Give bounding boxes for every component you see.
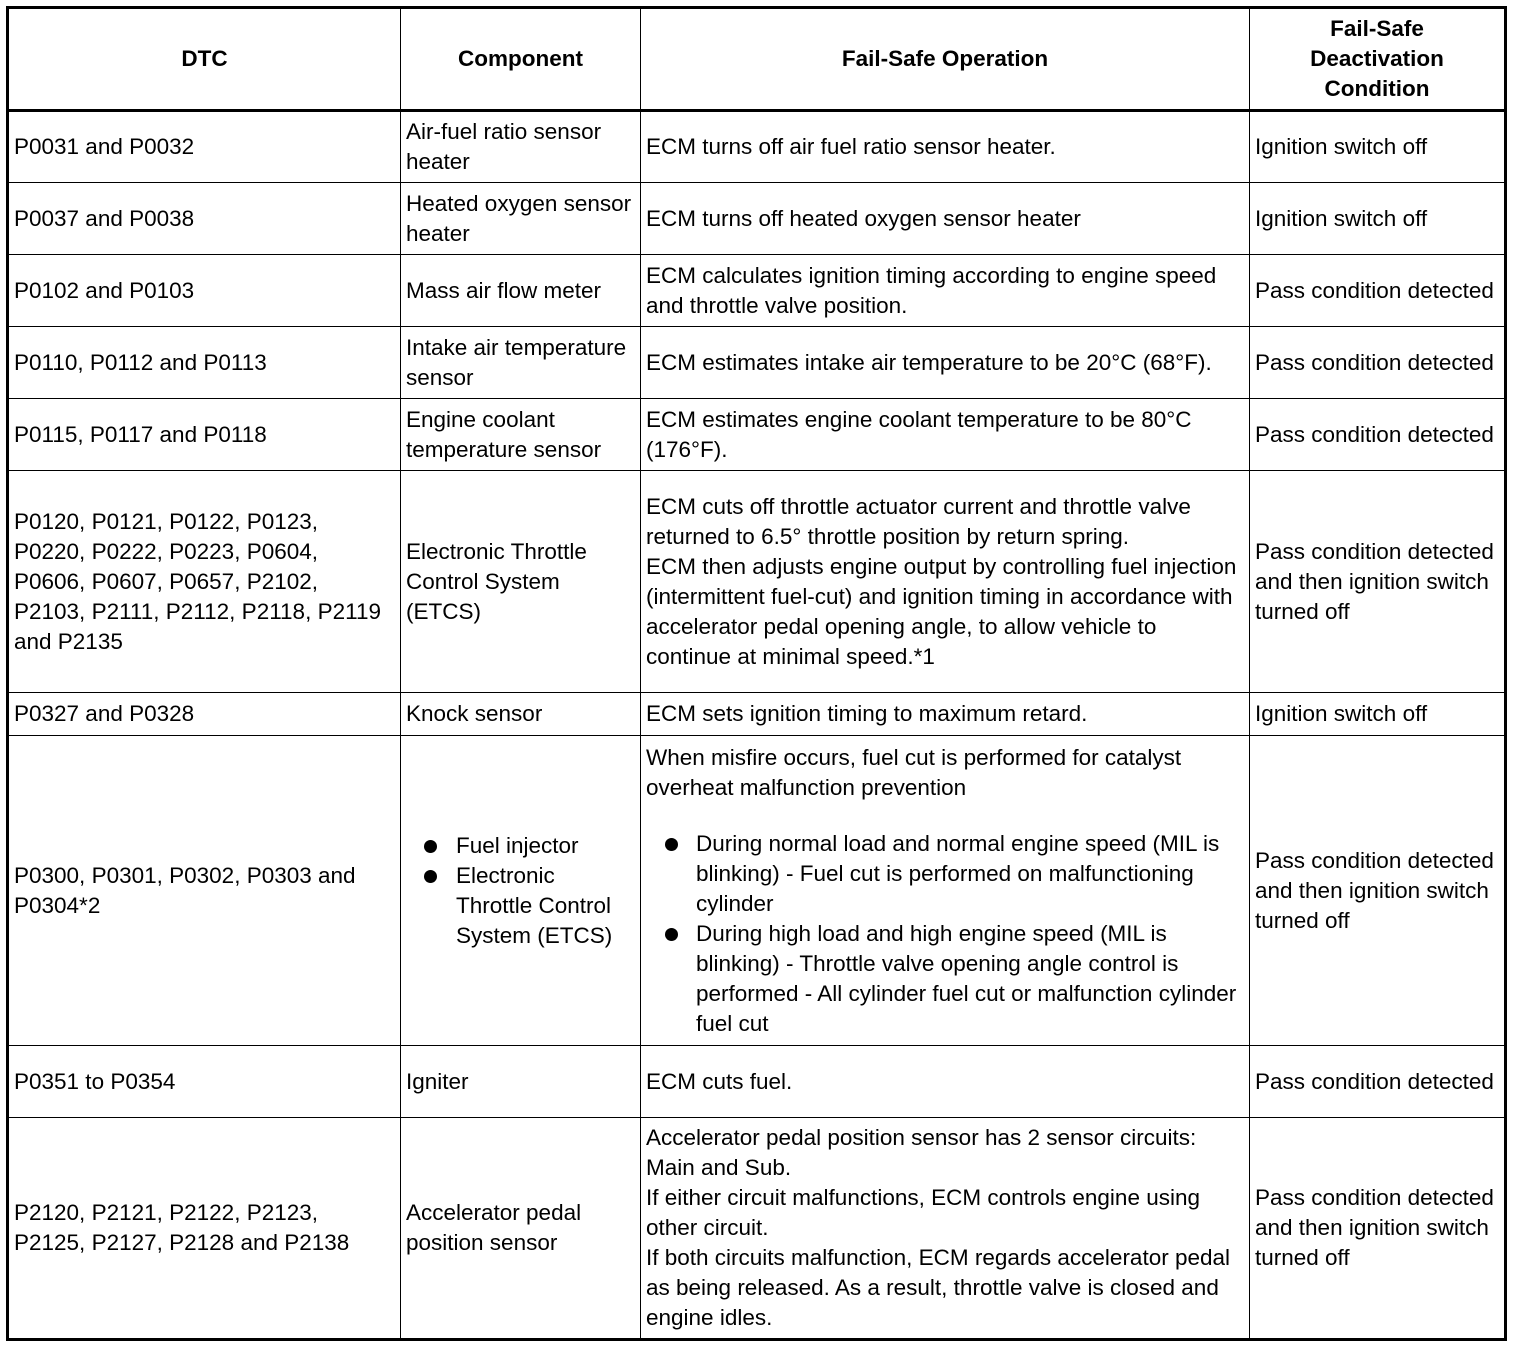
deactivation-cell: Pass condition detected <box>1250 255 1506 327</box>
operation-list-item <box>646 829 1244 919</box>
bullet-icon <box>424 840 437 853</box>
component-cell: Engine coolant temperature sensor <box>401 399 641 471</box>
paragraph-gap <box>646 803 1244 829</box>
dtc-cell: P0037 and P0038 <box>8 183 401 255</box>
table-row <box>8 736 1506 1046</box>
dtc-cell: P0102 and P0103 <box>8 255 401 327</box>
dtc-cell: P0120, P0121, P0122, P0123, P0220, P0222, P0223, P0604, P0606, P0607, P0657, P2102, P2103, P2111, P2112, P2118, P2119 and P2135 <box>8 471 401 693</box>
operation-cell: ECM turns off air fuel ratio sensor heater. <box>641 111 1250 183</box>
deactivation-cell: Pass condition detected <box>1250 399 1506 471</box>
dtc-cell: P0031 and P0032 <box>8 111 401 183</box>
operation-cell <box>641 471 1250 693</box>
header-component: Component <box>401 8 641 111</box>
component-cell: Electronic Throttle Control System (ETCS) <box>401 471 641 693</box>
header-dtc: DTC <box>8 8 401 111</box>
dtc-cell: P0300, P0301, P0302, P0303 and P0304*2 <box>8 736 401 1046</box>
component-cell: Igniter <box>401 1046 641 1118</box>
deactivation-cell: Pass condition detected and then ignition switch turned off <box>1250 1118 1506 1340</box>
component-cell <box>401 736 641 1046</box>
operation-paragraph: If both circuits malfunction, ECM regards accelerator pedal as being released. As a result, throttle valve is closed and engine idles. <box>646 1245 1231 1330</box>
deactivation-cell: Pass condition detected <box>1250 327 1506 399</box>
operation-cell: ECM calculates ignition timing according to engine speed and throttle valve position. <box>641 255 1250 327</box>
table-row <box>8 111 1506 183</box>
table-row <box>8 183 1506 255</box>
component-cell: Mass air flow meter <box>401 255 641 327</box>
operation-paragraph: ECM cuts off throttle actuator current and throttle valve returned to 6.5° throttle position by return spring. <box>646 493 1191 549</box>
operation-intro: When misfire occurs, fuel cut is performed for catalyst overheat malfunction prevention <box>646 744 1182 800</box>
operation-list-item-text: During normal load and normal engine speed (MIL is blinking) - Fuel cut is performed on malfunctioning cylinder <box>696 830 1220 916</box>
bullet-icon <box>665 928 678 941</box>
deactivation-cell: Ignition switch off <box>1250 693 1506 736</box>
table-row <box>8 693 1506 736</box>
component-cell: Heated oxygen sensor heater <box>401 183 641 255</box>
component-cell: Knock sensor <box>401 693 641 736</box>
operation-cell: ECM cuts fuel. <box>641 1046 1250 1118</box>
deactivation-cell: Pass condition detected and then ignition switch turned off <box>1250 736 1506 1046</box>
operation-list-item-text: During high load and high engine speed (MIL is blinking) - Throttle valve opening angle control is performed - All cylinder fuel cut or malfunction cylinder fuel cut <box>696 920 1237 1036</box>
operation-cell <box>641 736 1250 1046</box>
table-row <box>8 255 1506 327</box>
dtc-cell: P0351 to P0354 <box>8 1046 401 1118</box>
table-row <box>8 399 1506 471</box>
table-row <box>8 471 1506 693</box>
dtc-cell: P0327 and P0328 <box>8 693 401 736</box>
bullet-icon <box>424 870 437 883</box>
operation-paragraph: ECM then adjusts engine output by controlling fuel injection (intermittent fuel-cut) and ignition timing in accordance with accelerator pedal opening angle, to allow vehicle to continue at minimal speed.*1 <box>646 553 1237 669</box>
table-header-row <box>8 8 1506 111</box>
operation-cell <box>641 1118 1250 1340</box>
component-list-item-text: Fuel injector <box>456 832 579 858</box>
table-row <box>8 1046 1506 1118</box>
deactivation-cell: Pass condition detected and then ignition switch turned off <box>1250 471 1506 693</box>
operation-cell: ECM sets ignition timing to maximum retard. <box>641 693 1250 736</box>
component-cell: Accelerator pedal position sensor <box>401 1118 641 1340</box>
dtc-cell: P0110, P0112 and P0113 <box>8 327 401 399</box>
operation-cell: ECM turns off heated oxygen sensor heater <box>641 183 1250 255</box>
dtc-cell: P0115, P0117 and P0118 <box>8 399 401 471</box>
deactivation-cell: Ignition switch off <box>1250 111 1506 183</box>
header-operation: Fail-Safe Operation <box>641 8 1250 111</box>
table-row <box>8 1118 1506 1340</box>
table-row <box>8 327 1506 399</box>
component-cell: Air-fuel ratio sensor heater <box>401 111 641 183</box>
component-list <box>406 831 635 951</box>
operation-paragraph: If either circuit malfunctions, ECM controls engine using other circuit. <box>646 1185 1200 1240</box>
component-cell: Intake air temperature sensor <box>401 327 641 399</box>
header-deactivation <box>1250 8 1506 111</box>
operation-cell: ECM estimates intake air temperature to be 20°C (68°F). <box>641 327 1250 399</box>
header-deactivation-line1: Fail-Safe <box>1330 16 1424 41</box>
deactivation-cell: Ignition switch off <box>1250 183 1506 255</box>
header-deactivation-line2: Deactivation <box>1310 46 1444 71</box>
component-list-item <box>406 861 635 951</box>
component-list-item <box>406 831 635 861</box>
fail-safe-table <box>6 6 1507 1341</box>
bullet-icon <box>665 838 678 851</box>
dtc-cell: P2120, P2121, P2122, P2123, P2125, P2127, P2128 and P2138 <box>8 1118 401 1340</box>
operation-cell: ECM estimates engine coolant temperature to be 80°C (176°F). <box>641 399 1250 471</box>
operation-paragraph: Accelerator pedal position sensor has 2 sensor circuits: Main and Sub. <box>646 1125 1197 1180</box>
component-list-item-text: Electronic Throttle Control System (ETCS) <box>456 862 613 948</box>
header-deactivation-line3: Condition <box>1324 76 1430 101</box>
operation-list <box>646 829 1244 1039</box>
deactivation-cell: Pass condition detected <box>1250 1046 1506 1118</box>
operation-list-item <box>646 919 1244 1039</box>
